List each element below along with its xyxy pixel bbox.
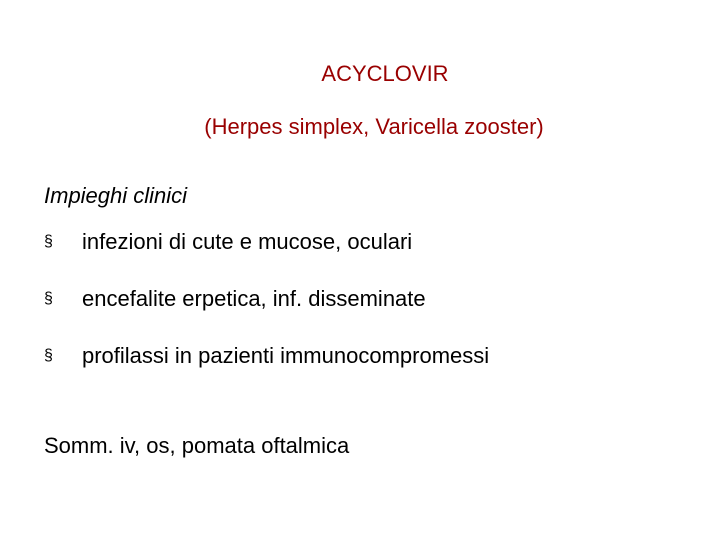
slide-title: ACYCLOVIR [321, 61, 449, 86]
bullet-list [44, 229, 489, 400]
section-heading: Impieghi clinici [44, 183, 188, 208]
bullet-marker-icon: § [44, 347, 53, 364]
slide-subtitle: (Herpes simplex, Varicella zooster) [204, 114, 544, 139]
administration-routes: Somm. iv, os, pomata oftalmica [44, 433, 350, 458]
bullet-item [44, 229, 489, 286]
bullet-text: encefalite erpetica, inf. disseminate [82, 286, 426, 311]
bullet-marker-icon: § [44, 233, 53, 250]
bullet-marker-icon: § [44, 290, 53, 307]
bullet-text: infezioni di cute e mucose, oculari [82, 229, 413, 254]
bullet-item [44, 343, 489, 400]
bullet-text: profilassi in pazienti immunocompromessi [82, 343, 490, 368]
bullet-item [44, 286, 489, 343]
